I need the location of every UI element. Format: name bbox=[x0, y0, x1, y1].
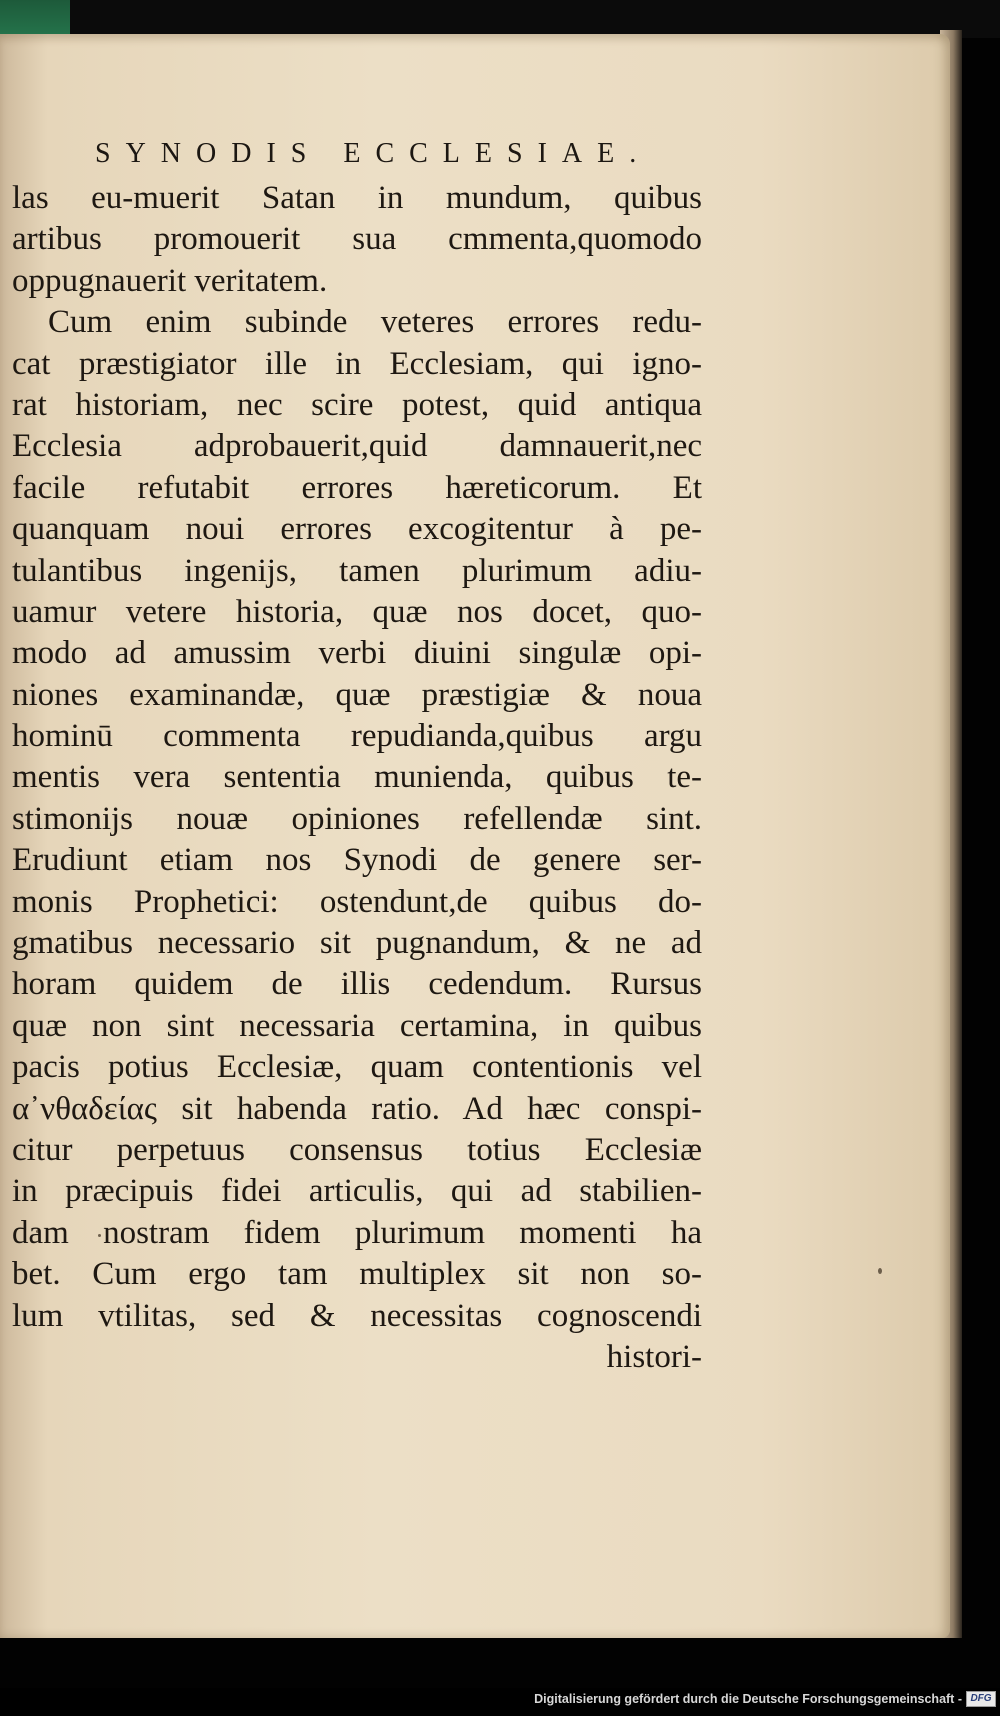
body-text bbox=[12, 178, 702, 1378]
text-line: dam nostram fidem plurimum momenti ha bbox=[12, 1214, 702, 1251]
text-line: Cum enim subinde veteres errores redu- bbox=[48, 304, 702, 341]
text-line: facile refutabit errores hæreticorum. Et bbox=[12, 469, 702, 506]
footer-bar bbox=[0, 1688, 1000, 1716]
text-line: rat historiam, nec scire potest, quid antiqua bbox=[12, 386, 702, 423]
text-line: cat præstigiator ille in Ecclesiam, qui igno- bbox=[12, 345, 702, 382]
text-line: uamur vetere historia, quæ nos docet, quo- bbox=[12, 593, 702, 630]
text-line: α᾿νθαδείας sit habenda ratio. Ad hæc conspi- bbox=[12, 1090, 702, 1127]
text-line: gmatibus necessario sit pugnandum, & ne ad bbox=[12, 925, 702, 962]
text-line: monis Prophetici: ostendunt,de quibus do- bbox=[12, 883, 702, 920]
text-line: hominū commenta repudianda,quibus argu bbox=[12, 718, 702, 755]
dfg-logo-icon: DFG bbox=[966, 1691, 996, 1707]
text-line: horam quidem de illis cedendum. Rursus bbox=[12, 966, 702, 1003]
text-line: lum vtilitas, sed & necessitas cognoscendi bbox=[12, 1297, 702, 1334]
text-line: Ecclesia adprobauerit,quid damnauerit,nec bbox=[12, 428, 702, 465]
text-line: oppugnauerit veritatem. bbox=[12, 262, 328, 299]
text-line: tulantibus ingenijs, tamen plurimum adiu- bbox=[12, 552, 702, 589]
paper-speck bbox=[878, 1268, 882, 1274]
text-line: in præcipuis fidei articulis, qui ad stabilien- bbox=[12, 1173, 702, 1210]
text-line: stimonijs nouæ opiniones refellendæ sint. bbox=[12, 800, 702, 837]
text-line: las eu-muerit Satan in mundum, quibus bbox=[12, 180, 702, 216]
text-line: Erudiunt etiam nos Synodi de genere ser- bbox=[12, 842, 702, 879]
text-line: niones examinandæ, quæ præstigiæ & noua bbox=[12, 676, 702, 713]
running-head: SYNODIS ECCLESIAE. bbox=[95, 138, 652, 169]
green-tab-marker bbox=[0, 0, 70, 34]
text-line: quanquam noui errores excogitentur à pe- bbox=[12, 511, 702, 548]
text-line: quæ non sint necessaria certamina, in quibus bbox=[12, 1007, 702, 1044]
text-line: artibus promouerit sua cmmenta,quomodo bbox=[12, 221, 702, 258]
text-line: pacis potius Ecclesiæ, quam contentionis vel bbox=[12, 1049, 702, 1086]
text-line: modo ad amussim verbi diuini singulæ opi- bbox=[12, 635, 702, 672]
catchword: histori- bbox=[606, 1338, 702, 1375]
top-scan-edge bbox=[0, 0, 1000, 38]
funding-credit: Digitalisierung gefördert durch die Deutsche Forschungsgemeinschaft - bbox=[534, 1692, 962, 1706]
text-line: citur perpetuus consensus totius Ecclesiæ bbox=[12, 1131, 702, 1168]
text-line: mentis vera sententia munienda, quibus te- bbox=[12, 759, 702, 796]
text-line: bet. Cum ergo tam multiplex sit non so- bbox=[12, 1256, 702, 1293]
